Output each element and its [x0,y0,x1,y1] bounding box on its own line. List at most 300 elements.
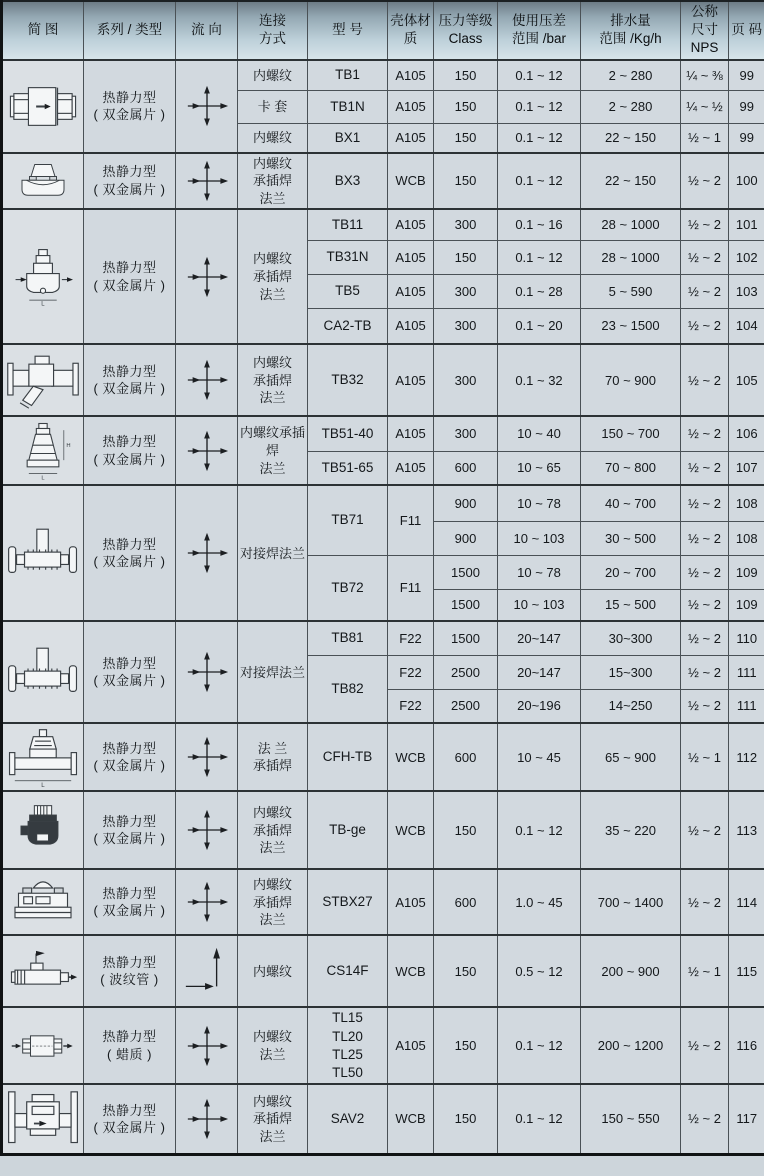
dp-range-cell-value: 0.1 ~ 12 [515,822,563,838]
series-cell [84,935,176,1007]
table-row [2,935,764,1007]
drain-range-cell [581,869,681,935]
material-cell-value: A105 [395,67,426,83]
nps-cell [681,60,729,91]
class-cell-value: 150 [454,173,477,189]
dp-range-cell-value: 10 ~ 78 [517,495,561,511]
series-label: ( 双金属片 ) [93,181,166,197]
nps-cell-value: ½ ~ 2 [688,372,721,388]
squat-base-trap-diagram [6,874,80,930]
connection-cell [238,60,308,91]
class-cell-value: 150 [454,1111,477,1127]
dp-range-cell [498,91,581,124]
table-row [2,869,764,935]
connection-label: 内螺纹 [252,963,292,979]
page-number-cell [729,485,764,521]
model-cell-value: TB1 [335,67,360,83]
nps-cell-value: ½ ~ 1 [688,749,721,765]
class-cell [434,521,498,555]
class-cell-value: 150 [454,822,477,838]
nps-cell [681,555,729,589]
column-header-line: 壳体材 [390,13,431,29]
table-header-row [2,1,764,60]
nps-cell-value: ½ ~ 2 [688,173,721,189]
material-cell [388,416,434,451]
class-cell-value: 900 [454,530,477,546]
flow-cell [176,344,238,416]
connection-label: 承插焊 [252,894,292,910]
table-row [2,416,764,451]
nps-cell [681,1007,729,1084]
material-cell-value: WCB [395,749,426,765]
drain-range-cell [581,555,681,589]
flow-cell [176,869,238,935]
page-number-cell [729,935,764,1007]
model-cell-value: CA2-TB [323,317,372,333]
svg-text:L: L [41,782,45,789]
svg-text:L: L [41,301,45,307]
material-cell [388,689,434,723]
series-label: 热静力型 [102,363,157,379]
material-cell-value: A105 [395,318,426,334]
dp-range-cell-value: 10 ~ 103 [513,530,565,546]
page-number-cell-value: 104 [735,318,758,334]
column-header-material [388,1,434,60]
class-cell [434,153,498,210]
flow-cell [176,723,238,791]
model-cell-value: STBX27 [322,894,373,910]
y-strainer-flanged-trap-diagram [6,349,80,411]
series-label: 热静力型 [102,89,157,105]
material-cell [388,153,434,210]
dp-range-cell-value: 10 ~ 65 [517,460,561,476]
drain-range-cell-value: 28 ~ 1000 [601,217,660,233]
flow-direction-cross-icon [184,649,230,695]
page-number-cell-value: 102 [735,249,758,265]
series-label: ( 双金属片 ) [93,277,166,293]
drain-range-cell [581,689,681,723]
column-header-line: 质 [403,31,418,47]
series-label: ( 波纹管 ) [100,972,159,988]
compact-regulator-trap-diagram [10,799,76,861]
dp-range-cell-value: 0.1 ~ 12 [515,1037,563,1053]
column-header-line: 页 码 [731,22,763,38]
model-cell [308,124,388,153]
flow-direction-cross-icon [184,807,230,853]
dp-range-cell [498,274,581,308]
material-cell-value: A105 [395,130,426,146]
model-cell [308,240,388,274]
series-cell [84,153,176,210]
series-cell [84,1007,176,1084]
series-cell [84,1084,176,1155]
table-row [2,1084,764,1155]
dp-range-cell-value: 0.1 ~ 12 [515,130,563,146]
flow-direction-cross-icon [184,1023,230,1069]
nps-cell [681,485,729,521]
page-number-cell [729,655,764,689]
nps-cell-value: ½ ~ 1 [688,963,721,979]
connection-label: 焊 [265,443,279,459]
material-cell [388,240,434,274]
column-header-line: 系列 / 类型 [96,22,163,38]
model-cell-value: TB82 [331,680,364,696]
class-cell-value: 150 [454,1037,477,1053]
material-cell [388,485,434,555]
model-cell-value: CFH-TB [322,749,373,765]
material-cell [388,91,434,124]
page-number-cell-value: 114 [736,894,758,910]
class-cell-value: 1500 [451,630,480,646]
nps-cell [681,124,729,153]
bellows-inline-trap-diagram [6,943,80,999]
series-cell [84,344,176,416]
material-cell [388,869,434,935]
model-cell-value: TB81 [331,630,364,646]
model-cell-value: BX1 [334,129,361,145]
diagram-cell [2,485,84,621]
drain-range-cell-value: 30 ~ 500 [605,530,656,546]
page-number-cell [729,60,764,91]
material-cell [388,60,434,91]
model-cell-value: TB31N [326,249,369,265]
nps-cell-value: ½ ~ 1 [688,130,721,146]
drain-range-cell [581,308,681,344]
page-number-cell [729,416,764,451]
dp-range-cell-value: 20~196 [517,698,561,714]
nps-cell-value: ½ ~ 2 [688,318,721,334]
model-cell-value: TB1N [330,99,365,115]
nps-cell-value: ½ ~ 2 [688,1111,721,1127]
drain-range-cell [581,485,681,521]
connection-label: 法兰 [259,1046,286,1062]
material-cell [388,344,434,416]
page-number-cell [729,451,764,485]
class-cell [434,723,498,791]
connection-label: 对接焊法兰 [239,664,305,680]
drain-range-cell-value: 15 ~ 500 [605,597,656,613]
dp-range-cell [498,124,581,153]
connection-cell [238,416,308,485]
page-number-cell-value: 110 [736,630,758,646]
connection-cell [238,723,308,791]
class-cell [434,485,498,521]
page-number-cell-value: 117 [736,1111,758,1127]
flow-direction-cross-icon [184,158,230,204]
series-label: 热静力型 [102,260,157,276]
flow-direction-cross-icon [184,83,230,129]
flow-cell [176,153,238,210]
class-cell [434,274,498,308]
vertical-multistage-trap-diagram [7,247,79,307]
drain-range-cell [581,416,681,451]
dp-range-cell [498,621,581,655]
series-cell [84,485,176,621]
drain-range-cell-value: 70 ~ 800 [605,460,656,476]
connection-label: 承插焊 [252,758,292,774]
model-cell [308,869,388,935]
model-cell [308,555,388,621]
drain-range-cell-value: 20 ~ 700 [605,564,656,580]
drain-range-cell [581,521,681,555]
series-cell [84,60,176,153]
model-cell [308,451,388,485]
connection-label: 内螺纹 [252,155,292,171]
page-number-cell-value: 100 [735,173,758,189]
page-number-cell-value: 101 [735,217,758,233]
material-cell-value: WCB [395,173,426,189]
flow-cell [176,416,238,485]
series-label: 热静力型 [102,164,157,180]
column-header-line: 尺寸 [691,22,718,38]
model-cell [308,723,388,791]
model-cell-value: TB71 [331,512,364,528]
nps-cell [681,621,729,655]
material-cell-value: A105 [395,426,426,442]
column-header-nps [681,1,729,60]
dp-range-cell [498,1007,581,1084]
nps-cell [681,1084,729,1155]
page-number-cell [729,240,764,274]
class-cell [434,1007,498,1084]
dp-range-cell [498,521,581,555]
material-cell [388,935,434,1007]
flow-cell [176,209,238,344]
column-header-series [84,1,176,60]
class-cell [434,589,498,621]
drain-range-cell [581,589,681,621]
material-cell-value: A105 [395,217,426,233]
series-label: ( 双金属片 ) [93,107,166,123]
nps-cell [681,689,729,723]
series-cell [84,869,176,935]
page-number-cell-value: 111 [736,698,757,714]
flow-cell [176,1084,238,1155]
class-cell [434,689,498,723]
flow-cell [176,621,238,723]
page-number-cell-value: 108 [735,495,758,511]
connection-cell [238,621,308,723]
connection-label: 承插焊 [252,372,292,388]
material-cell-value: F11 [399,512,422,528]
dp-range-cell-value: 10 ~ 45 [517,749,561,765]
nps-cell-value: ½ ~ 2 [688,564,721,580]
connection-label: 法兰 [259,1128,286,1144]
connection-label: 内螺纹 [252,876,292,892]
diagram-cell [2,621,84,723]
series-cell [84,791,176,869]
material-cell [388,723,434,791]
page-number-cell [729,589,764,621]
model-cell-value: TB11 [331,216,364,232]
connection-cell [238,153,308,210]
class-cell [434,935,498,1007]
series-label: ( 双金属片 ) [93,381,166,397]
table-row [2,153,764,210]
column-header-line: NPS [690,40,719,56]
drain-range-cell [581,240,681,274]
bolted-flange-trap-diagram [6,524,80,582]
page-number-cell-value: 108 [735,530,758,546]
diagram-cell [2,1007,84,1084]
connection-label: 内螺纹 [252,354,292,370]
series-label: 热静力型 [102,655,157,671]
page-number-cell [729,153,764,210]
model-cell-value: TB32 [331,372,364,388]
model-cell [308,274,388,308]
page-number-cell-value: 99 [739,130,754,146]
nps-cell-value: ½ ~ 2 [688,426,721,442]
model-cell [308,621,388,655]
page-number-cell-value: 112 [736,749,758,765]
material-cell [388,555,434,621]
connection-label: 内螺纹 [252,130,292,146]
series-label: ( 双金属片 ) [93,903,166,919]
class-cell-value: 600 [454,460,477,476]
series-label: 热静力型 [102,1102,157,1118]
drain-range-cell [581,621,681,655]
connection-cell [238,485,308,621]
dp-range-cell [498,240,581,274]
material-cell-value: A105 [395,249,426,265]
connection-label: 法兰 [259,460,286,476]
column-header-dp [498,1,581,60]
material-cell [388,621,434,655]
material-cell-value: A105 [395,894,426,910]
material-cell-value: WCB [395,1111,426,1127]
series-label: 热静力型 [102,434,157,450]
dp-range-cell [498,451,581,485]
nps-cell-value: ½ ~ 2 [688,249,721,265]
flow-cell [176,791,238,869]
model-cell [308,655,388,723]
nps-cell [681,655,729,689]
class-cell-value: 300 [454,372,477,388]
class-cell [434,240,498,274]
page-number-cell-value: 107 [735,460,758,476]
nps-cell [681,935,729,1007]
dp-range-cell [498,655,581,689]
series-cell [84,209,176,344]
drain-range-cell-value: 700 ~ 1400 [597,894,664,910]
drain-range-cell [581,791,681,869]
drain-range-cell-value: 70 ~ 900 [605,372,656,388]
table-row [2,344,764,416]
connection-label: 内螺纹 [252,1093,292,1109]
page-number-cell-value: 113 [736,822,758,838]
dp-range-cell-value: 0.1 ~ 12 [515,1111,563,1127]
page-number-cell [729,689,764,723]
drain-range-cell [581,153,681,210]
page-number-cell-value: 109 [735,597,758,613]
model-cell [308,153,388,210]
flow-direction-elbow-icon [182,944,232,998]
column-header-line: 排水量 [610,13,651,29]
model-cell-value: SAV2 [330,1111,365,1127]
table-row [2,621,764,655]
class-cell [434,555,498,589]
model-cell-value: TL25 [332,1046,363,1062]
nps-cell [681,209,729,240]
column-header-line: 范围 /bar [511,31,566,47]
dp-range-cell [498,209,581,240]
dp-range-cell [498,153,581,210]
nps-cell-value: ½ ~ 2 [688,630,721,646]
page-number-cell [729,555,764,589]
page-number-cell [729,621,764,655]
page-number-cell [729,91,764,124]
series-label: 热静力型 [102,740,157,756]
class-cell-value: 300 [454,217,477,233]
connection-label: 法 兰 [257,740,288,756]
wax-inline-trap-diagram [6,1021,80,1071]
series-cell [84,723,176,791]
material-cell-value: F22 [399,630,422,646]
page-number-cell [729,723,764,791]
connection-cell [238,1084,308,1155]
drain-range-cell-value: 200 ~ 900 [601,963,660,979]
connection-label: 内螺纹 [252,251,292,267]
nps-cell-value: ½ ~ 2 [688,894,721,910]
class-cell-value: 600 [454,749,477,765]
series-label: 热静力型 [102,1029,157,1045]
flow-direction-cross-icon [184,530,230,576]
class-cell-value: 150 [454,963,477,979]
flow-cell [176,1007,238,1084]
class-cell-value: 150 [454,249,477,265]
dp-range-cell-value: 0.1 ~ 12 [515,173,563,189]
nps-cell [681,451,729,485]
drain-range-cell-value: 2 ~ 280 [608,99,653,115]
drain-range-cell-value: 150 ~ 550 [601,1111,660,1127]
class-cell-value: 300 [454,426,477,442]
nps-cell [681,791,729,869]
dp-range-cell [498,308,581,344]
model-cell-value: CS14F [326,963,369,979]
material-cell-value: F11 [399,580,422,596]
class-cell [434,1084,498,1155]
class-cell [434,869,498,935]
class-cell [434,91,498,124]
class-cell [434,308,498,344]
column-header-class [434,1,498,60]
class-cell-value: 150 [454,67,477,83]
model-cell [308,209,388,240]
model-cell [308,416,388,451]
series-label: 热静力型 [102,813,157,829]
conical-trap-diagram [8,420,78,482]
connection-label: 内螺纹 [252,1029,292,1045]
dp-range-cell [498,791,581,869]
series-label: ( 双金属片 ) [93,554,166,570]
model-cell [308,1084,388,1155]
table-row [2,723,764,791]
column-header-drain [581,1,681,60]
dp-range-cell [498,869,581,935]
drain-range-cell [581,274,681,308]
class-cell [434,209,498,240]
page-number-cell [729,1084,764,1155]
nps-cell [681,153,729,210]
nps-cell-value: ½ ~ 2 [688,283,721,299]
dp-range-cell [498,935,581,1007]
connection-label: 卡 套 [257,99,288,115]
column-header-flow [176,1,238,60]
material-cell-value: A105 [395,460,426,476]
flow-cell [176,935,238,1007]
column-header-line: Class [448,31,483,47]
series-label: 热静力型 [102,885,157,901]
